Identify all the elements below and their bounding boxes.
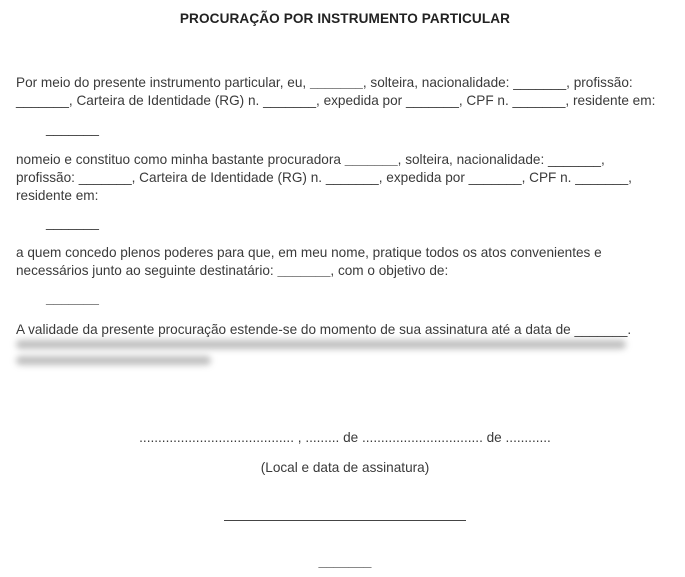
paragraph-validity: A validade da presente procuração estende-se do momento de sua assinatura até a data de _______.: [16, 322, 632, 337]
paragraph-attorney-intro: nomeio e constituo como minha bastante procuradora: [16, 152, 345, 167]
objective-blank: _______: [46, 291, 99, 306]
paragraph-grantor: [16, 74, 656, 110]
paragraph-grantor-details: , solteira, nacionalidade: _______, profissão: _______, Carteira de Identidade (RG) n. _______, expedida por _______, CPF n. _______, residente em:: [16, 75, 656, 108]
blurred-line: [16, 340, 626, 349]
paragraph-grantor-intro: Por meio do presente instrumento particular, eu,: [16, 75, 310, 90]
blurred-text-block: [16, 340, 636, 374]
date-place-line: ......................................... , ......... de ................................ de ............: [139, 430, 551, 445]
paragraph-powers-end: , com o objetivo de:: [330, 263, 449, 278]
signer-name-blank: _______: [318, 554, 372, 569]
signature-line: [224, 520, 466, 521]
blurred-line: [16, 356, 211, 365]
date-place-caption: (Local e data de assinatura): [260, 460, 430, 475]
document-title: PROCURAÇÃO POR INSTRUMENTO PARTICULAR: [179, 11, 511, 26]
attorney-name-blank: _______: [344, 152, 398, 167]
paragraph-attorney: [16, 151, 636, 205]
grantor-name-blank: _______: [309, 75, 363, 90]
paragraph-powers-intro: a quem concedo plenos poderes para que, em meu nome, pratique todos os atos convenientes e necessários junto ao seguinte destinatário:: [16, 245, 602, 278]
grantor-address-blank: _______: [46, 121, 99, 136]
paragraph-attorney-details: , solteira, nacionalidade: _______, profissão: _______, Carteira de Identidade (RG) n. _______, expedida por _______, CPF n. _______, residente em:: [16, 152, 632, 203]
paragraph-powers: [16, 244, 646, 280]
recipient-blank: _______: [277, 263, 331, 278]
attorney-address-blank: _______: [46, 215, 99, 230]
